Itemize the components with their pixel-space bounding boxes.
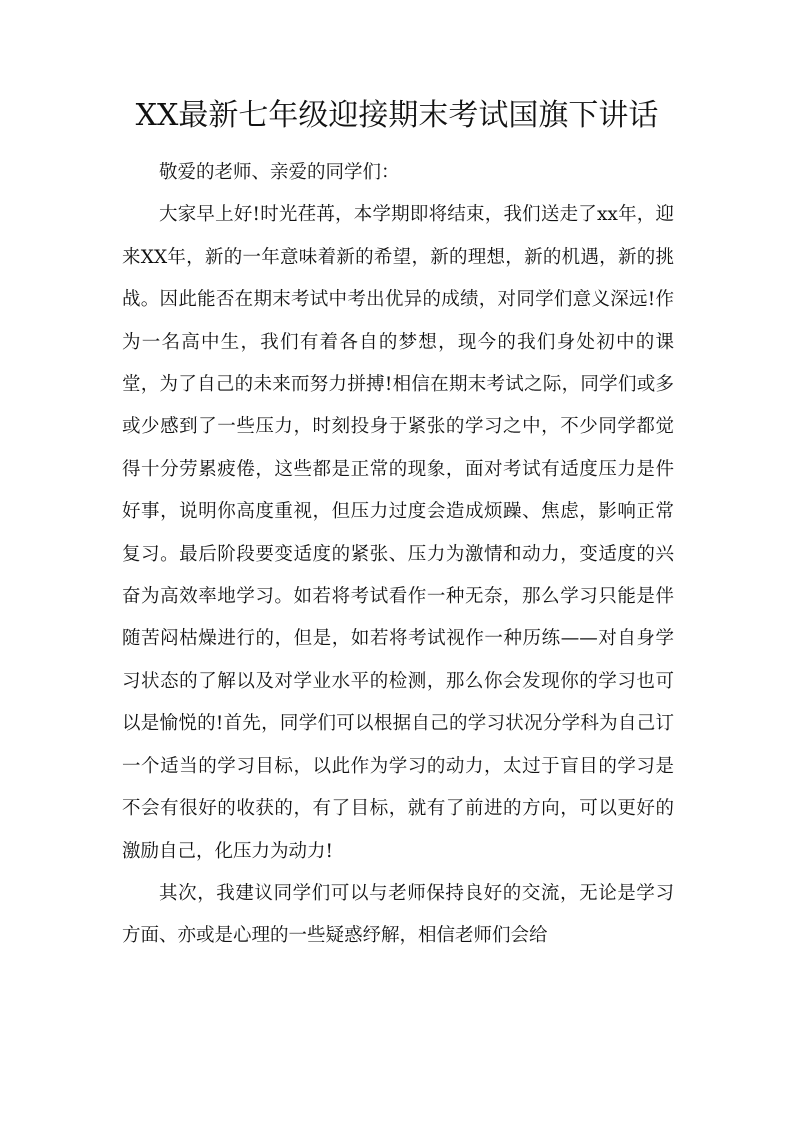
document-body bbox=[122, 152, 674, 958]
body-paragraph: 其次，我建议同学们可以与老师保持良好的交流，无论是学习方面、亦或是心理的一些疑惑纾解，相信老师们会给 bbox=[122, 882, 674, 947]
body-paragraph: 大家早上好!时光荏苒，本学期即将结束，我们送走了xx年，迎来XX年，新的一年意味着新的希望，新的理想，新的机遇，新的挑战。因此能否在期末考试中考出优异的成绩，对同学们意义深远!作为一名高中生，我们有着各自的梦想，现今的我们身处初中的课堂，为了自己的未来而努力拼搏!相信在期末考试之际，同学们或多或少感到了一些压力，时刻投身于紧张的学习之中，不少同学都觉得十分劳累疲倦，这些都是正常的现象，面对考试有适度压力是件好事，说明你高度重视，但压力过度会造成烦躁、焦虑，影响正常复习。最后阶段要变适度的紧张、压力为激情和动力，变适度的兴奋为高效率地学习。如若将考试看作一种无奈，那么学习只能是伴随苦闷枯燥进行的，但是，如若将考试视作一种历练——对自身学习状态的了解以及对学业水平的检测，那么你会发现你的学习也可以是愉悦的!首先，同学们可以根据自己的学习状况分学科为自己订一个适当的学习目标，以此作为学习的动力，太过于盲目的学习是不会有很好的收获的，有了目标，就有了前进的方向，可以更好的激励自己，化压力为动力! bbox=[122, 204, 674, 862]
document-title: XX最新七年级迎接期末考试国旗下讲话 bbox=[135, 98, 659, 133]
salutation-paragraph: 敬爱的老师、亲爱的同学们： bbox=[159, 162, 400, 183]
